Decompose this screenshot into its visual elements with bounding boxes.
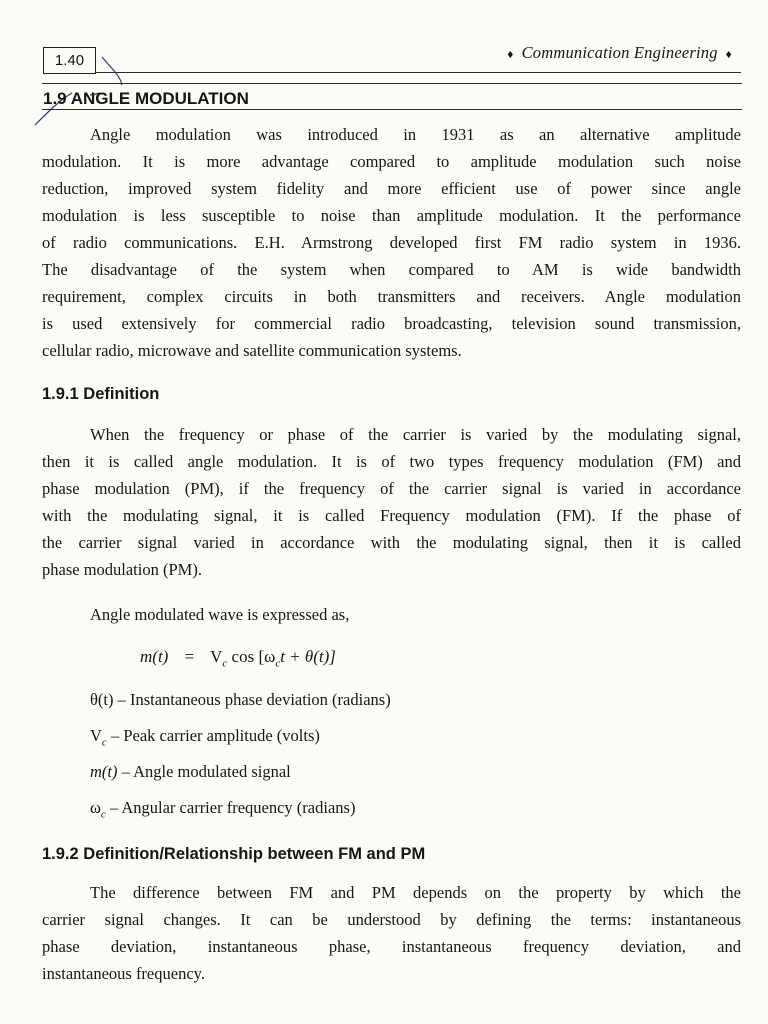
definition-symbol: m(t)	[90, 762, 118, 781]
definition-symbol: θ(t)	[90, 690, 114, 709]
definition-text: – Instantaneous phase deviation (radians)	[113, 690, 391, 709]
text-line: phase deviation, instantaneous phase, instantaneous frequency deviation, and	[42, 937, 741, 956]
text-line: phase modulation (PM).	[42, 560, 202, 579]
equation-lhs: m(t)	[140, 647, 169, 666]
bullet-icon: ♦	[507, 47, 514, 61]
section-rule-lower	[42, 109, 742, 110]
definition-symbol: ω	[90, 798, 101, 817]
subsection-heading-fm-pm: 1.9.2 Definition/Relationship between FM and PM	[42, 845, 426, 863]
text-line: then it is called angle modulation. It is of two types frequency modulation (FM) and	[42, 452, 741, 471]
text-line: with the modulating signal, it is called Frequency modulation (FM). If the phase of	[42, 506, 741, 525]
text-line: Angle modulation was introduced in 1931 as an alternative amplitude	[90, 125, 741, 144]
book-title: Communication Engineering	[521, 43, 718, 62]
equation-cos: cos [ω	[227, 647, 276, 666]
definition-item	[90, 798, 355, 820]
definition-text: – Angular carrier frequency (radians)	[105, 798, 356, 817]
text-line: carrier signal changes. It can be understood by defining the terms: instantaneous	[42, 910, 741, 929]
text-line: The difference between FM and PM depends on the property by which the	[90, 883, 741, 902]
text-line: modulation is less susceptible to noise than amplitude modulation. It the performance	[42, 206, 741, 225]
header-rule	[96, 72, 741, 73]
definition-text: – Peak carrier amplitude (volts)	[106, 726, 320, 745]
text-line: the carrier signal varied in accordance with the modulating signal, then it is called	[42, 533, 741, 552]
definition-item	[90, 762, 291, 782]
text-line: The disadvantage of the system when compared to AM is wide bandwidth	[42, 260, 741, 279]
running-header	[499, 43, 740, 63]
equation-suffix: t + θ(t)]	[280, 647, 336, 666]
equation-equals: =	[184, 647, 195, 666]
text-line: requirement, complex circuits in both transmitters and receivers. Angle modulation	[42, 287, 741, 306]
text-line: phase modulation (PM), if the frequency of the carrier signal is varied in accordance	[42, 479, 741, 498]
text-line: of radio communications. E.H. Armstrong developed first FM radio system in 1936.	[42, 233, 741, 252]
definition-item	[90, 690, 391, 710]
equation-v-subscript: c	[222, 657, 228, 670]
text-line: is used extensively for commercial radio broadcasting, television sound transmission,	[42, 314, 741, 333]
definition-subscript: c	[100, 808, 106, 821]
subsection-heading-definition: 1.9.1 Definition	[42, 385, 160, 403]
text-line: modulation. It is more advantage compared to amplitude modulation such noise	[42, 152, 741, 171]
section-rule-upper	[42, 83, 742, 84]
definition-item	[90, 726, 320, 748]
text-line: When the frequency or phase of the carrier is varied by the modulating signal,	[90, 425, 741, 444]
equation-omega-subscript: c	[275, 657, 281, 670]
angle-modulation-equation	[140, 647, 336, 669]
expression-intro: Angle modulated wave is expressed as,	[90, 605, 350, 624]
definition-symbol: V	[90, 726, 102, 745]
equation-v: V	[210, 647, 223, 666]
bullet-icon: ♦	[725, 47, 732, 61]
definition-text: – Angle modulated signal	[117, 762, 291, 781]
text-line: reduction, improved system fidelity and more efficient use of power since angle	[42, 179, 741, 198]
section-title: 1.9 ANGLE MODULATION	[43, 89, 249, 108]
page-number: 1.40	[43, 47, 96, 74]
text-line: cellular radio, microwave and satellite communication systems.	[42, 341, 462, 360]
definition-subscript: c	[101, 736, 107, 749]
text-line: instantaneous frequency.	[42, 964, 205, 983]
